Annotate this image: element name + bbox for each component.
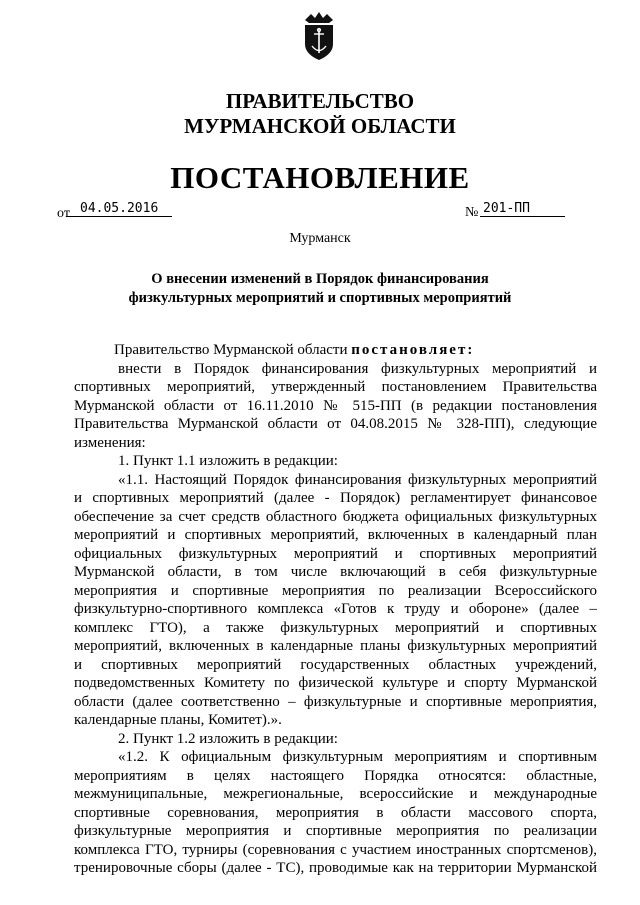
paragraph-line: официальных физкультурных мероприятий и спортивных мероприятий: [74, 545, 597, 562]
paragraph-line: Правительства Мурманской области от 04.08.2015 № 328-ПП), следующие: [74, 416, 597, 432]
paragraph-line: и спортивных мероприятий (далее - Порядок) регламентирует финансовое: [74, 490, 597, 506]
paragraph-line: физкультурно-спортивного комплекса «Готов к труду и обороне» (далее –: [74, 601, 597, 617]
coat-of-arms-icon: [301, 10, 337, 62]
paragraph-line: изменения:: [74, 434, 146, 451]
preamble-verb: постановляет:: [351, 342, 475, 358]
subject-line-2: физкультурных мероприятий и спортивных мероприятий: [128, 290, 512, 306]
paragraph-line: спортивные соревнования, мероприятия в области массового спорта,: [74, 804, 597, 821]
paragraph-line: Мурманской области, в том числе включающий в себя физкультурные: [74, 564, 597, 580]
organization-line-2: МУРМАНСКОЙ ОБЛАСТИ: [184, 114, 456, 138]
subject-line-1: О внесении изменений в Порядок финансирования: [151, 271, 489, 287]
document-date: 04.05.2016: [66, 201, 172, 217]
document-type-title: ПОСТАНОВЛЕНИЕ: [170, 160, 470, 195]
preamble-text: Правительство Мурманской области: [114, 342, 352, 358]
organization-line-1: ПРАВИТЕЛЬСТВО: [225, 89, 415, 113]
paragraph-line: календарные планы, Комитет).».: [74, 712, 282, 728]
paragraph-line: мероприятиям в целях настоящего Порядка относятся: областные,: [74, 767, 597, 784]
preamble: [74, 341, 597, 360]
paragraph-line: области (далее соответственно – физкультурные и спортивные мероприятия,: [74, 693, 597, 710]
paragraph-line: мероприятий и спортивных мероприятий, включенных в календарный план: [74, 527, 597, 543]
city: Мурманск: [289, 231, 351, 246]
date-label: от: [57, 206, 70, 221]
paragraph-line: мероприятия и спортивные мероприятия по реализации Всероссийского: [74, 582, 597, 599]
paragraph-line: 1. Пункт 1.1 изложить в редакции:: [118, 453, 338, 469]
document-number: 201-ПП: [480, 201, 565, 217]
paragraph-line: «1.1. Настоящий Порядок финансирования физкультурных мероприятий: [118, 471, 597, 488]
paragraph-line: и спортивных мероприятий государственных областных учреждений,: [74, 656, 597, 673]
paragraph-line: межмуниципальные, межрегиональные, всероссийские и международные: [74, 786, 597, 802]
paragraph-line: мероприятий, включенных в календарные планы физкультурных мероприятий: [74, 638, 597, 654]
paragraph-line: «1.2. К официальным физкультурным мероприятиям и спортивным: [118, 749, 597, 765]
paragraph-line: 2. Пункт 1.2 изложить в редакции:: [118, 730, 338, 747]
paragraph-line: тренировочные сборы (далее - ТС), проводимые как на территории Мурманской: [74, 860, 597, 876]
number-label: №: [465, 205, 479, 220]
paragraph-line: подведомственных Комитету по физической культуре и спорту Мурманской: [74, 675, 597, 691]
paragraph-line: внести в Порядок финансирования физкультурных мероприятий и: [118, 360, 597, 377]
paragraph-line: комплекс ГТО), а также физкультурных мероприятий и спортивных: [74, 619, 597, 636]
document-body: [74, 341, 597, 878]
paragraph-line: Мурманской области от 16.11.2010 № 515-ПП (в редакции постановления: [74, 397, 597, 414]
paragraph-line: спортивных мероприятий, утвержденный постановлением Правительства: [74, 379, 597, 395]
paragraph-line: комплекса ГТО, турниры (соревнования с участием иностранных спортсменов),: [74, 841, 597, 858]
paragraph-line: обеспечение за счет средств областного бюджета официальных физкультурных: [74, 508, 597, 525]
paragraph-line: физкультурные мероприятия и спортивные мероприятия по реализации: [74, 823, 597, 839]
